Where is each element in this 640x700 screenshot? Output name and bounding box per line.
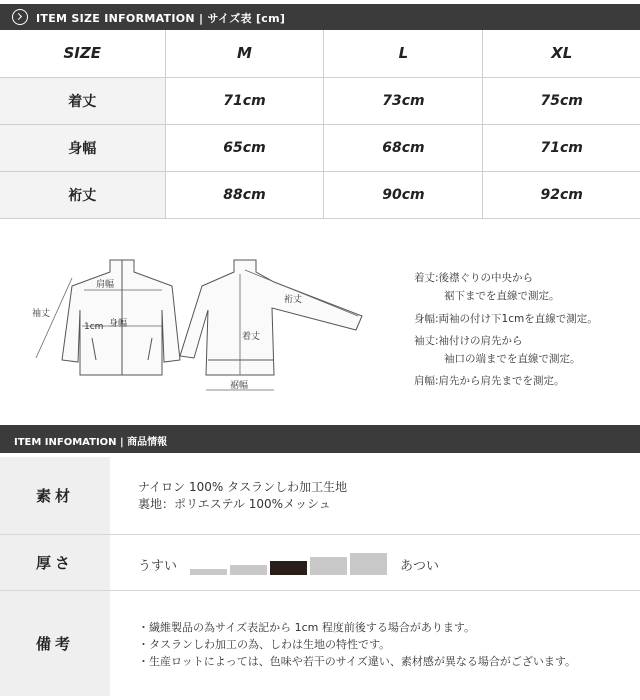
note-key: 身幅: bbox=[414, 312, 439, 325]
note-key: 肩幅: bbox=[414, 375, 439, 388]
thickness-bar bbox=[270, 561, 307, 575]
material-line: ナイロン 100% タスランしわ加工生地 bbox=[138, 480, 348, 494]
diagram-label-yuki: 裄丈 bbox=[284, 295, 303, 305]
table-row bbox=[0, 77, 640, 124]
thickness-bar bbox=[310, 557, 347, 575]
row-label: 着丈 bbox=[0, 77, 165, 124]
item-info-title: ITEM INFOMATION | 商品情報 bbox=[14, 437, 168, 448]
material-text bbox=[138, 479, 347, 514]
note-key: 着丈: bbox=[414, 272, 439, 284]
remarks-text bbox=[138, 619, 576, 670]
diagram-label-hem: 裾幅 bbox=[230, 381, 249, 391]
material-row bbox=[0, 457, 640, 535]
thickness-label: 厚さ bbox=[0, 535, 110, 590]
table-cell: 73cm bbox=[324, 77, 483, 124]
size-col-header: SIZE bbox=[0, 30, 165, 77]
item-info-header bbox=[0, 425, 640, 453]
chevron-circle-icon bbox=[12, 9, 28, 25]
thickness-bar bbox=[190, 569, 227, 575]
diagram-label-offset: 1cm bbox=[84, 322, 104, 332]
table-cell: 92cm bbox=[483, 171, 640, 218]
table-cell: 68cm bbox=[324, 124, 483, 171]
thick-label: あつい bbox=[400, 559, 440, 574]
note-text: 後襟ぐりの中央から bbox=[438, 272, 534, 284]
size-col-header: XL bbox=[483, 30, 640, 77]
row-label: 身幅 bbox=[0, 124, 165, 171]
material-line: 裏地：ポリエステル 100%メッシュ bbox=[138, 497, 331, 512]
table-cell: 65cm bbox=[165, 124, 324, 171]
size-info-title: ITEM SIZE INFORMATION | サイズ表 [cm] bbox=[36, 12, 286, 25]
material-label: 素材 bbox=[0, 457, 110, 534]
table-cell: 71cm bbox=[483, 124, 640, 171]
table-row bbox=[0, 171, 640, 218]
table-cell: 71cm bbox=[165, 77, 324, 124]
size-col-header: L bbox=[324, 30, 483, 77]
remark-line: ・生産ロットによっては、色味や若干のサイズ違い、素材感が異なる場合がございます。 bbox=[138, 655, 577, 669]
thickness-scale bbox=[138, 553, 608, 577]
size-col-header: M bbox=[165, 30, 324, 77]
size-info-header bbox=[0, 4, 640, 30]
note-text: 肩先から肩先までを測定。 bbox=[438, 375, 565, 388]
remarks-row bbox=[0, 591, 640, 696]
thickness-bar bbox=[350, 553, 387, 575]
table-cell: 90cm bbox=[324, 171, 483, 218]
note-text: 袖付けの肩先から bbox=[438, 334, 523, 347]
note-key: 袖丈: bbox=[414, 334, 439, 347]
remark-line: ・タスランしわ加工の為、しわは生地の特性です。 bbox=[138, 638, 391, 652]
thickness-bar bbox=[230, 565, 267, 575]
diagram-label-sleeve: 袖丈 bbox=[32, 309, 51, 319]
measurement-notes bbox=[414, 270, 598, 392]
diagram-label-shoulder: 肩幅 bbox=[96, 280, 115, 290]
table-cell: 75cm bbox=[483, 77, 640, 124]
note-text: 両袖の付け下1cmを直線で測定。 bbox=[438, 312, 598, 325]
row-label: 裄丈 bbox=[0, 171, 165, 218]
measurement-diagram bbox=[22, 250, 382, 400]
size-table-header-row bbox=[0, 30, 640, 77]
note-text: 袖口の端までを直線で測定。 bbox=[444, 353, 581, 366]
diagram-label-length: 着丈 bbox=[242, 332, 261, 342]
table-cell: 88cm bbox=[165, 171, 324, 218]
size-table bbox=[0, 30, 640, 219]
thickness-row bbox=[0, 535, 640, 591]
note-text: 裾下までを直線で測定。 bbox=[444, 290, 560, 303]
thin-label: うすい bbox=[138, 559, 178, 574]
diagram-label-chest: 身幅 bbox=[109, 319, 128, 329]
table-row bbox=[0, 124, 640, 171]
remark-line: ・繊維製品の為サイズ表記から 1cm 程度前後する場合があります。 bbox=[138, 621, 475, 634]
remarks-label: 備考 bbox=[0, 591, 110, 696]
